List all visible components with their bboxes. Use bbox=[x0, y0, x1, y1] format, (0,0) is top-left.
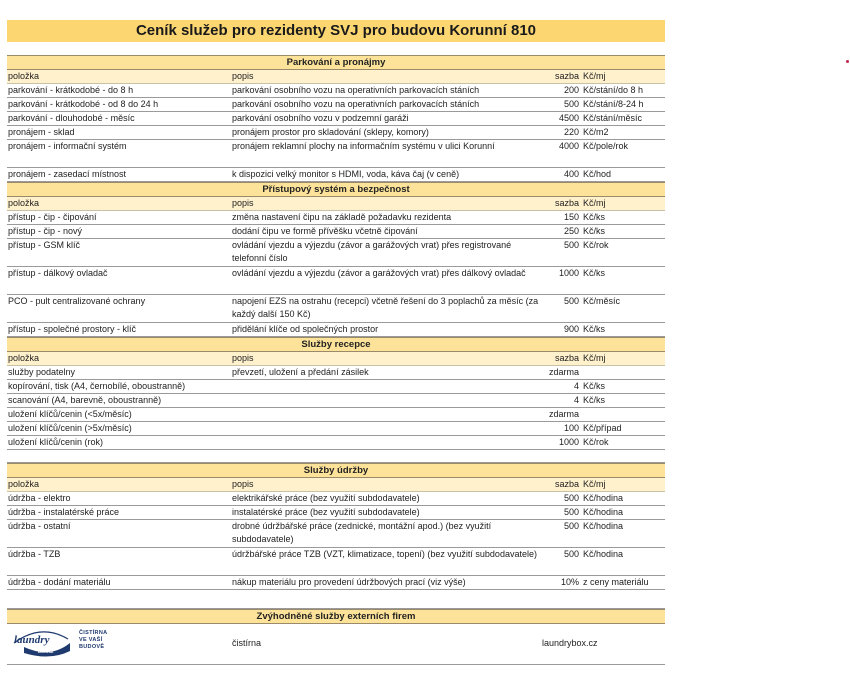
cell-item: přístup - čip - nový bbox=[8, 226, 83, 236]
cell-item: PCO - pult centralizované ochrany bbox=[8, 296, 146, 306]
cell-unit: Kč/stání/8-24 h bbox=[583, 99, 644, 109]
cell-item: parkování - dlouhodobé - měsíc bbox=[8, 113, 135, 123]
cell-rate: 500 bbox=[563, 507, 579, 517]
table-row bbox=[7, 211, 665, 225]
column-header-desc: popis bbox=[232, 71, 254, 81]
column-header-unit: Kč/mj bbox=[583, 353, 606, 363]
table-row bbox=[7, 520, 665, 548]
cell-rate: 900 bbox=[563, 324, 579, 334]
cell-unit: Kč/m2 bbox=[583, 127, 609, 137]
cell-item: údržba - TZB bbox=[8, 549, 61, 559]
table-row bbox=[7, 436, 665, 450]
external-service-name: čistírna bbox=[232, 638, 262, 648]
cell-rate: 10% bbox=[560, 577, 579, 587]
cell-desc: ovládání vjezdu a výjezdu (závor a garážových vrat) přes dálkový ovladač bbox=[232, 268, 526, 278]
cell-unit: z ceny materiálu bbox=[583, 577, 649, 587]
cell-rate: 400 bbox=[563, 169, 579, 179]
cell-item: přístup - dálkový ovladač bbox=[8, 268, 108, 278]
laundrybox-logo bbox=[10, 629, 72, 657]
cell-desc: dodání čipu ve formě přívěšku včetně čipování bbox=[232, 226, 418, 236]
cell-unit: Kč/ks bbox=[583, 226, 606, 236]
table-row bbox=[7, 380, 665, 394]
table-row bbox=[7, 492, 665, 506]
cell-item: pronájem - zasedací místnost bbox=[8, 169, 127, 179]
column-header-item: položka bbox=[8, 71, 40, 81]
cell-unit: Kč/hodina bbox=[583, 493, 624, 503]
table-row bbox=[7, 366, 665, 380]
table-row bbox=[7, 239, 665, 267]
cell-unit: Kč/rok bbox=[583, 437, 609, 447]
table-row bbox=[7, 295, 665, 323]
cell-rate: 500 bbox=[563, 99, 579, 109]
spacer-row bbox=[7, 450, 665, 463]
cell-unit: Kč/ks bbox=[583, 395, 606, 405]
cell-rate: 4 bbox=[573, 395, 579, 405]
cell-unit: Kč/hodina bbox=[583, 549, 624, 559]
cell-unit: Kč/ks bbox=[583, 324, 606, 334]
external-service-row bbox=[7, 624, 665, 665]
cell-item: uložení klíčů/cenin (<5x/měsíc) bbox=[8, 409, 132, 419]
cell-unit: Kč/případ bbox=[583, 423, 622, 433]
cell-item: pronájem - informační systém bbox=[8, 141, 127, 151]
column-header-row bbox=[7, 70, 665, 84]
column-header-rate: sazba bbox=[554, 479, 579, 489]
cell-item: scanování (A4, barevně, oboustranně) bbox=[8, 395, 162, 405]
cell-desc: pronájem prostor pro skladování (sklepy, komory) bbox=[232, 127, 429, 137]
cell-desc: nákup materiálu pro provedení údržbových prací (viz výše) bbox=[232, 577, 466, 587]
cell-rate: 150 bbox=[563, 212, 579, 222]
cell-desc: změna nastavení čipu na základě požadavku rezidenta bbox=[232, 212, 452, 222]
cell-rate: 200 bbox=[563, 85, 579, 95]
section-heading: Parkování a pronájmy bbox=[7, 55, 665, 70]
cell-rate: 500 bbox=[563, 296, 579, 306]
section-heading: Přístupový systém a bezpečnost bbox=[7, 182, 665, 197]
column-header-rate: sazba bbox=[554, 198, 579, 208]
cell-desc: elektrikářské práce (bez využití subdodavatele) bbox=[232, 493, 420, 503]
column-header-row bbox=[7, 197, 665, 211]
table-row bbox=[7, 126, 665, 140]
external-website-link[interactable]: laundrybox.cz bbox=[542, 638, 598, 648]
cell-desc: k dispozici velký monitor s HDMI, voda, káva čaj (v ceně) bbox=[232, 169, 460, 179]
cell-rate: 4500 bbox=[558, 113, 579, 123]
cell-rate: 100 bbox=[563, 423, 579, 433]
column-header-rate: sazba bbox=[554, 71, 579, 81]
table-row bbox=[7, 323, 665, 337]
logo-tagline: ČISTÍRNA VE VAŠÍ BUDOVĚ bbox=[79, 630, 108, 650]
table-row bbox=[7, 576, 665, 590]
column-header-row bbox=[7, 352, 665, 366]
cell-item: kopírování, tisk (A4, černobílé, oboustranně) bbox=[8, 381, 186, 391]
cell-item: údržba - elektro bbox=[8, 493, 71, 503]
cell-unit: Kč/stání/měsíc bbox=[583, 113, 643, 123]
table-row bbox=[7, 394, 665, 408]
cell-unit: Kč/stání/do 8 h bbox=[583, 85, 644, 95]
cell-item: přístup - společné prostory - klíč bbox=[8, 324, 137, 334]
cell-rate: 500 bbox=[563, 240, 579, 250]
table-row bbox=[7, 112, 665, 126]
svg-text:laundry: laundry bbox=[14, 634, 50, 646]
cell-unit: Kč/hodina bbox=[583, 507, 624, 517]
table-row bbox=[7, 225, 665, 239]
column-header-row bbox=[7, 478, 665, 492]
cell-desc: napojení EZS na ostrahu (recepci) včetně řešení do 3 poplachů za měsíc (za každý další 150 Kč) bbox=[232, 296, 539, 319]
cell-desc: přidělání klíče od společných prostor bbox=[232, 324, 379, 334]
cell-unit: Kč/hodina bbox=[583, 521, 624, 531]
cell-item: údržba - dodání materiálu bbox=[8, 577, 111, 587]
price-list-sheet bbox=[7, 55, 665, 665]
column-header-desc: popis bbox=[232, 198, 254, 208]
cell-desc: převzetí, uložení a předání zásilek bbox=[232, 367, 369, 377]
cell-item: přístup - čip - čipování bbox=[8, 212, 97, 222]
cell-item: údržba - ostatní bbox=[8, 521, 71, 531]
cell-rate: zdarma bbox=[548, 367, 579, 377]
section-heading: Služby recepce bbox=[7, 337, 665, 352]
spacer-row bbox=[7, 590, 665, 609]
table-row bbox=[7, 506, 665, 520]
cell-item: služby podatelny bbox=[8, 367, 76, 377]
cell-desc: údržbářské práce TZB (VZT, klimatizace, topení) (bez využití subdodavatele) bbox=[232, 549, 537, 559]
cell-item: pronájem - sklad bbox=[8, 127, 75, 137]
cell-item: parkování - krátkodobé - od 8 do 24 h bbox=[8, 99, 159, 109]
table-row bbox=[7, 408, 665, 422]
table-row bbox=[7, 422, 665, 436]
cell-rate: 4 bbox=[573, 381, 579, 391]
column-header-item: položka bbox=[8, 479, 40, 489]
cell-desc: pronájem reklamní plochy na informačním systému v ulici Korunní bbox=[232, 141, 495, 151]
column-header-rate: sazba bbox=[554, 353, 579, 363]
column-header-desc: popis bbox=[232, 353, 254, 363]
cell-desc: instalatérské práce (bez využití subdodavatele) bbox=[232, 507, 420, 517]
column-header-item: položka bbox=[8, 198, 40, 208]
cell-rate: 500 bbox=[563, 521, 579, 531]
cell-unit: Kč/ks bbox=[583, 381, 606, 391]
column-header-unit: Kč/mj bbox=[583, 198, 606, 208]
column-header-item: položka bbox=[8, 353, 40, 363]
cell-unit: Kč/ks bbox=[583, 268, 606, 278]
cell-item: parkování - krátkodobé - do 8 h bbox=[8, 85, 134, 95]
cell-desc: parkování osobního vozu na operativních parkovacích stáních bbox=[232, 85, 480, 95]
cell-unit: Kč/hod bbox=[583, 169, 612, 179]
cell-rate: 250 bbox=[563, 226, 579, 236]
cell-rate: 1000 bbox=[558, 268, 579, 278]
cell-desc: ovládání vjezdu a výjezdu (závor a garážových vrat) přes registrované telefonní číslo bbox=[232, 240, 512, 263]
cell-desc: drobné údržbářské práce (zednické, montážní apod.) (bez využití subdodavatele) bbox=[232, 521, 492, 544]
cell-unit: Kč/ks bbox=[583, 212, 606, 222]
column-header-desc: popis bbox=[232, 479, 254, 489]
cell-item: údržba - instalatérské práce bbox=[8, 507, 120, 517]
table-row bbox=[7, 267, 665, 295]
cell-desc: parkování osobního vozu v podzemní garáži bbox=[232, 113, 409, 123]
marker-dot bbox=[846, 60, 849, 63]
cell-unit: Kč/pole/rok bbox=[583, 141, 629, 151]
column-header-unit: Kč/mj bbox=[583, 479, 606, 489]
section-heading-external: Zvýhodněné služby externích firem bbox=[7, 609, 665, 624]
cell-rate: zdarma bbox=[548, 409, 579, 419]
cell-item: uložení klíčů/cenin (rok) bbox=[8, 437, 104, 447]
cell-rate: 4000 bbox=[558, 141, 579, 151]
svg-text:box.cz: box.cz bbox=[38, 649, 54, 655]
table-row bbox=[7, 548, 665, 576]
table-row bbox=[7, 140, 665, 168]
cell-rate: 1000 bbox=[558, 437, 579, 447]
page-title: Ceník služeb pro rezidenty SVJ pro budovu Korunní 810 bbox=[7, 20, 665, 42]
cell-item: přístup - GSM klíč bbox=[8, 240, 81, 250]
cell-rate: 220 bbox=[563, 127, 579, 137]
table-row bbox=[7, 84, 665, 98]
column-header-unit: Kč/mj bbox=[583, 71, 606, 81]
cell-rate: 500 bbox=[563, 549, 579, 559]
table-row bbox=[7, 168, 665, 182]
cell-unit: Kč/měsíc bbox=[583, 296, 621, 306]
cell-desc: parkování osobního vozu na operativních parkovacích stáních bbox=[232, 99, 480, 109]
cell-item: uložení klíčů/cenin (>5x/měsíc) bbox=[8, 423, 132, 433]
section-heading: Služby údržby bbox=[7, 463, 665, 478]
cell-unit: Kč/rok bbox=[583, 240, 609, 250]
cell-rate: 500 bbox=[563, 493, 579, 503]
table-row bbox=[7, 98, 665, 112]
